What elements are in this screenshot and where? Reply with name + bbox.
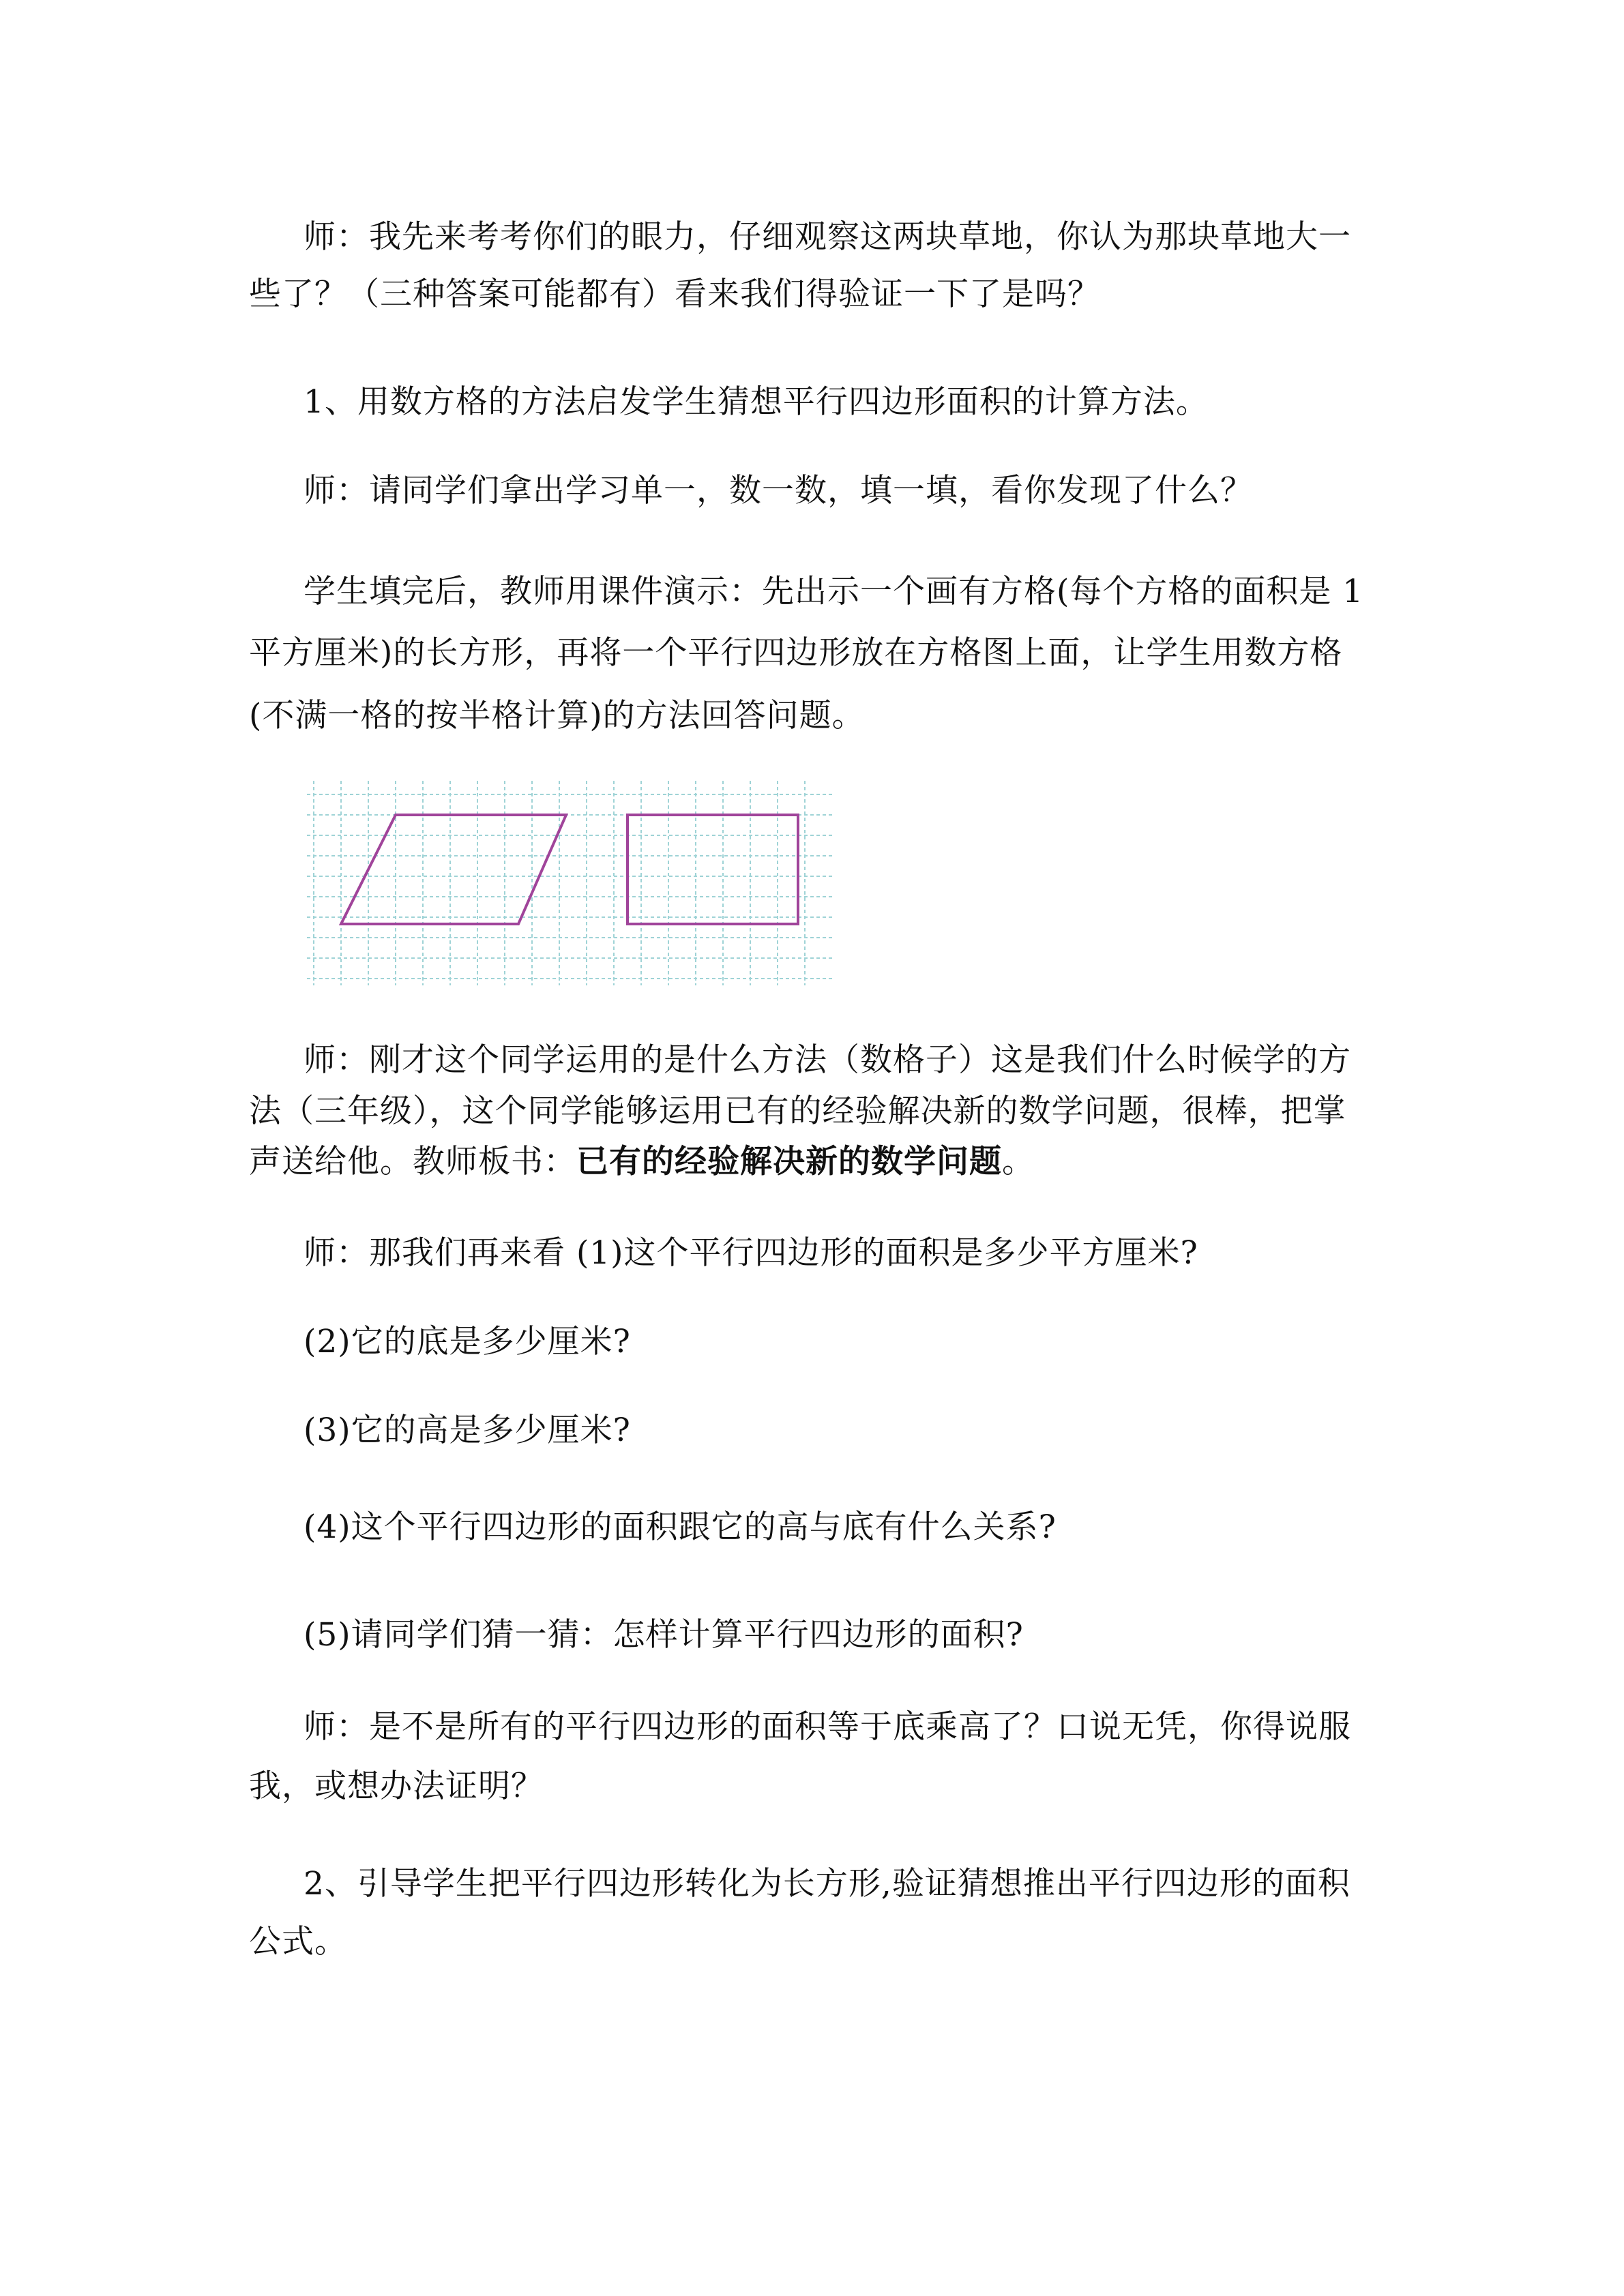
section-2-heading-line1: 2、引导学生把平行四边形转化为长方形,验证猜想推出平行四边形的面积 bbox=[304, 1865, 1350, 1903]
question-1: 师：那我们再来看 (1)这个平行四边形的面积是多少平方厘米? bbox=[304, 1234, 1198, 1272]
question-5: (5)请同学们猜一猜：怎样计算平行四边形的面积? bbox=[304, 1616, 1024, 1654]
paragraph-teacher-question-line1: 师：我先来考考你们的眼力，仔细观察这两块草地，你认为那块草地大一 bbox=[304, 218, 1351, 256]
rectangle-shape bbox=[628, 815, 798, 924]
paragraph-demo-line3: (不满一格的按半格计算)的方法回答问题。 bbox=[249, 697, 865, 734]
paragraph-proof-line2: 我，或想办法证明？ bbox=[249, 1768, 544, 1805]
paragraph-proof-line1: 师：是不是所有的平行四边形的面积等于底乘高了？口说无凭，你得说服 bbox=[304, 1708, 1351, 1746]
board-writing-prefix: 声送给他。教师板书： bbox=[249, 1143, 576, 1180]
question-3: (3)它的高是多少厘米? bbox=[304, 1412, 631, 1449]
section-1-heading: 1、用数方格的方法启发学生猜想平行四边形面积的计算方法。 bbox=[304, 383, 1209, 421]
paragraph-teacher-question-line2: 些了？（三种答案可能都有）看来我们得验证一下了是吗？ bbox=[249, 275, 1100, 313]
board-writing-emphasis: 已有的经验解决新的数学问题 bbox=[576, 1143, 1002, 1180]
paragraph-method-line3 bbox=[249, 1142, 1035, 1182]
grid-lines bbox=[307, 781, 832, 985]
grid-figure bbox=[307, 781, 832, 985]
paragraph-method-line1: 师：刚才这个同学运用的是什么方法（数格子）这是我们什么时候学的方 bbox=[304, 1041, 1351, 1079]
section-2-heading-line2: 公式。 bbox=[249, 1923, 347, 1960]
question-4: (4)这个平行四边形的面积跟它的高与底有什么关系? bbox=[304, 1508, 1057, 1546]
board-writing-period: 。 bbox=[1002, 1143, 1035, 1180]
paragraph-demo-line2: 平方厘米)的长方形，再将一个平行四边形放在方格图上面，让学生用数方格 bbox=[249, 634, 1343, 672]
paragraph-demo-line1: 学生填完后，教师用课件演示：先出示一个画有方格(每个方格的面积是 1 bbox=[304, 573, 1364, 610]
paragraph-teacher-instruction: 师：请同学们拿出学习单一，数一数，填一填，看你发现了什么？ bbox=[304, 472, 1253, 509]
question-2: (2)它的底是多少厘米? bbox=[304, 1323, 631, 1360]
paragraph-method-line2: 法（三年级），这个同学能够运用已有的经验解决新的数学问题，很棒，把掌 bbox=[249, 1092, 1346, 1130]
